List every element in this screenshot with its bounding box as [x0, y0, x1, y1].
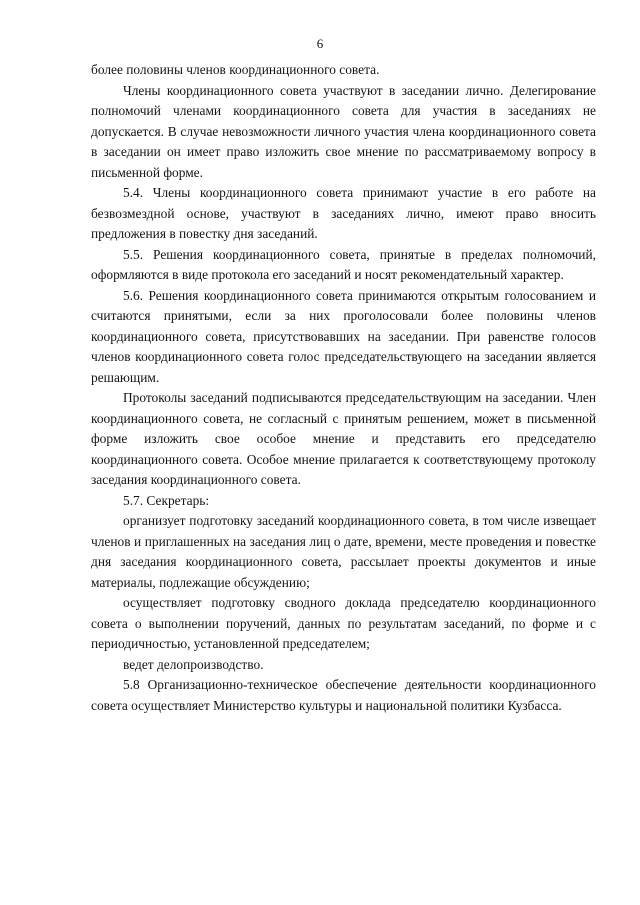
paragraph-5-7: 5.7. Секретарь:: [123, 492, 210, 508]
paragraph-secretary-organizes: организует подготовку заседаний координационного совета, в том числе извещает членов и приглашенных на заседания лиц о дате, времени, месте проведения и повестке дня заседания координационного совета, рассылает проекты документов и иные материалы, подлежащие обсуждению;: [91, 513, 596, 590]
paragraph-secretary-report: осуществляет подготовку сводного доклада председателю координационного совета о выполнении поручений, данных по результатам заседаний, по форме и с периодичностью, установленной председателем;: [91, 595, 596, 651]
paragraph-5-6: 5.6. Решения координационного совета принимаются открытым голосованием и считаются принятыми, если за них проголосовали более половины членов координационного совета, присутствовавших на заседании. При равенстве голосов членов координационного совета голос председательствующего на заседании является решающим.: [91, 287, 596, 385]
paragraph-5-5: 5.5. Решения координационного совета, принятые в пределах полномочий, оформляются в виде протокола его заседаний и носят рекомендательный характер.: [91, 246, 596, 282]
paragraph-secretary-records: ведет делопроизводство.: [123, 656, 264, 672]
document-body: [91, 60, 596, 716]
paragraph-personal-participation: Члены координационного совета участвуют в заседании лично. Делегирование полномочий членами координационного совета для участия в заседаниях не допускается. В случае невозможности личного участия члена координационного совета в заседании он имеет право изложить свое мнение по рассматриваемому вопросу в письменной форме.: [91, 82, 596, 180]
paragraph-5-4: 5.4. Члены координационного совета принимают участие в его работе на безвозмездной основе, участвуют в заседаниях лично, имеют право вносить предложения в повестку дня заседаний.: [91, 185, 596, 241]
page-number: 6: [316, 36, 324, 51]
paragraph-continuation: более половины членов координационного совета.: [91, 62, 380, 77]
paragraph-5-8: 5.8 Организационно-техническое обеспечение деятельности координационного совета осуществляет Министерство культуры и национальной политики Кузбасса.: [91, 677, 596, 713]
paragraph-protocols: Протоколы заседаний подписываются председательствующим на заседании. Член координационного совета, не согласный с принятым решением, может в письменной форме изложить свое особое мнение и представить его председателю координационного совета. Особое мнение прилагается к соответствующему протоколу заседания координационного совета.: [91, 390, 596, 487]
